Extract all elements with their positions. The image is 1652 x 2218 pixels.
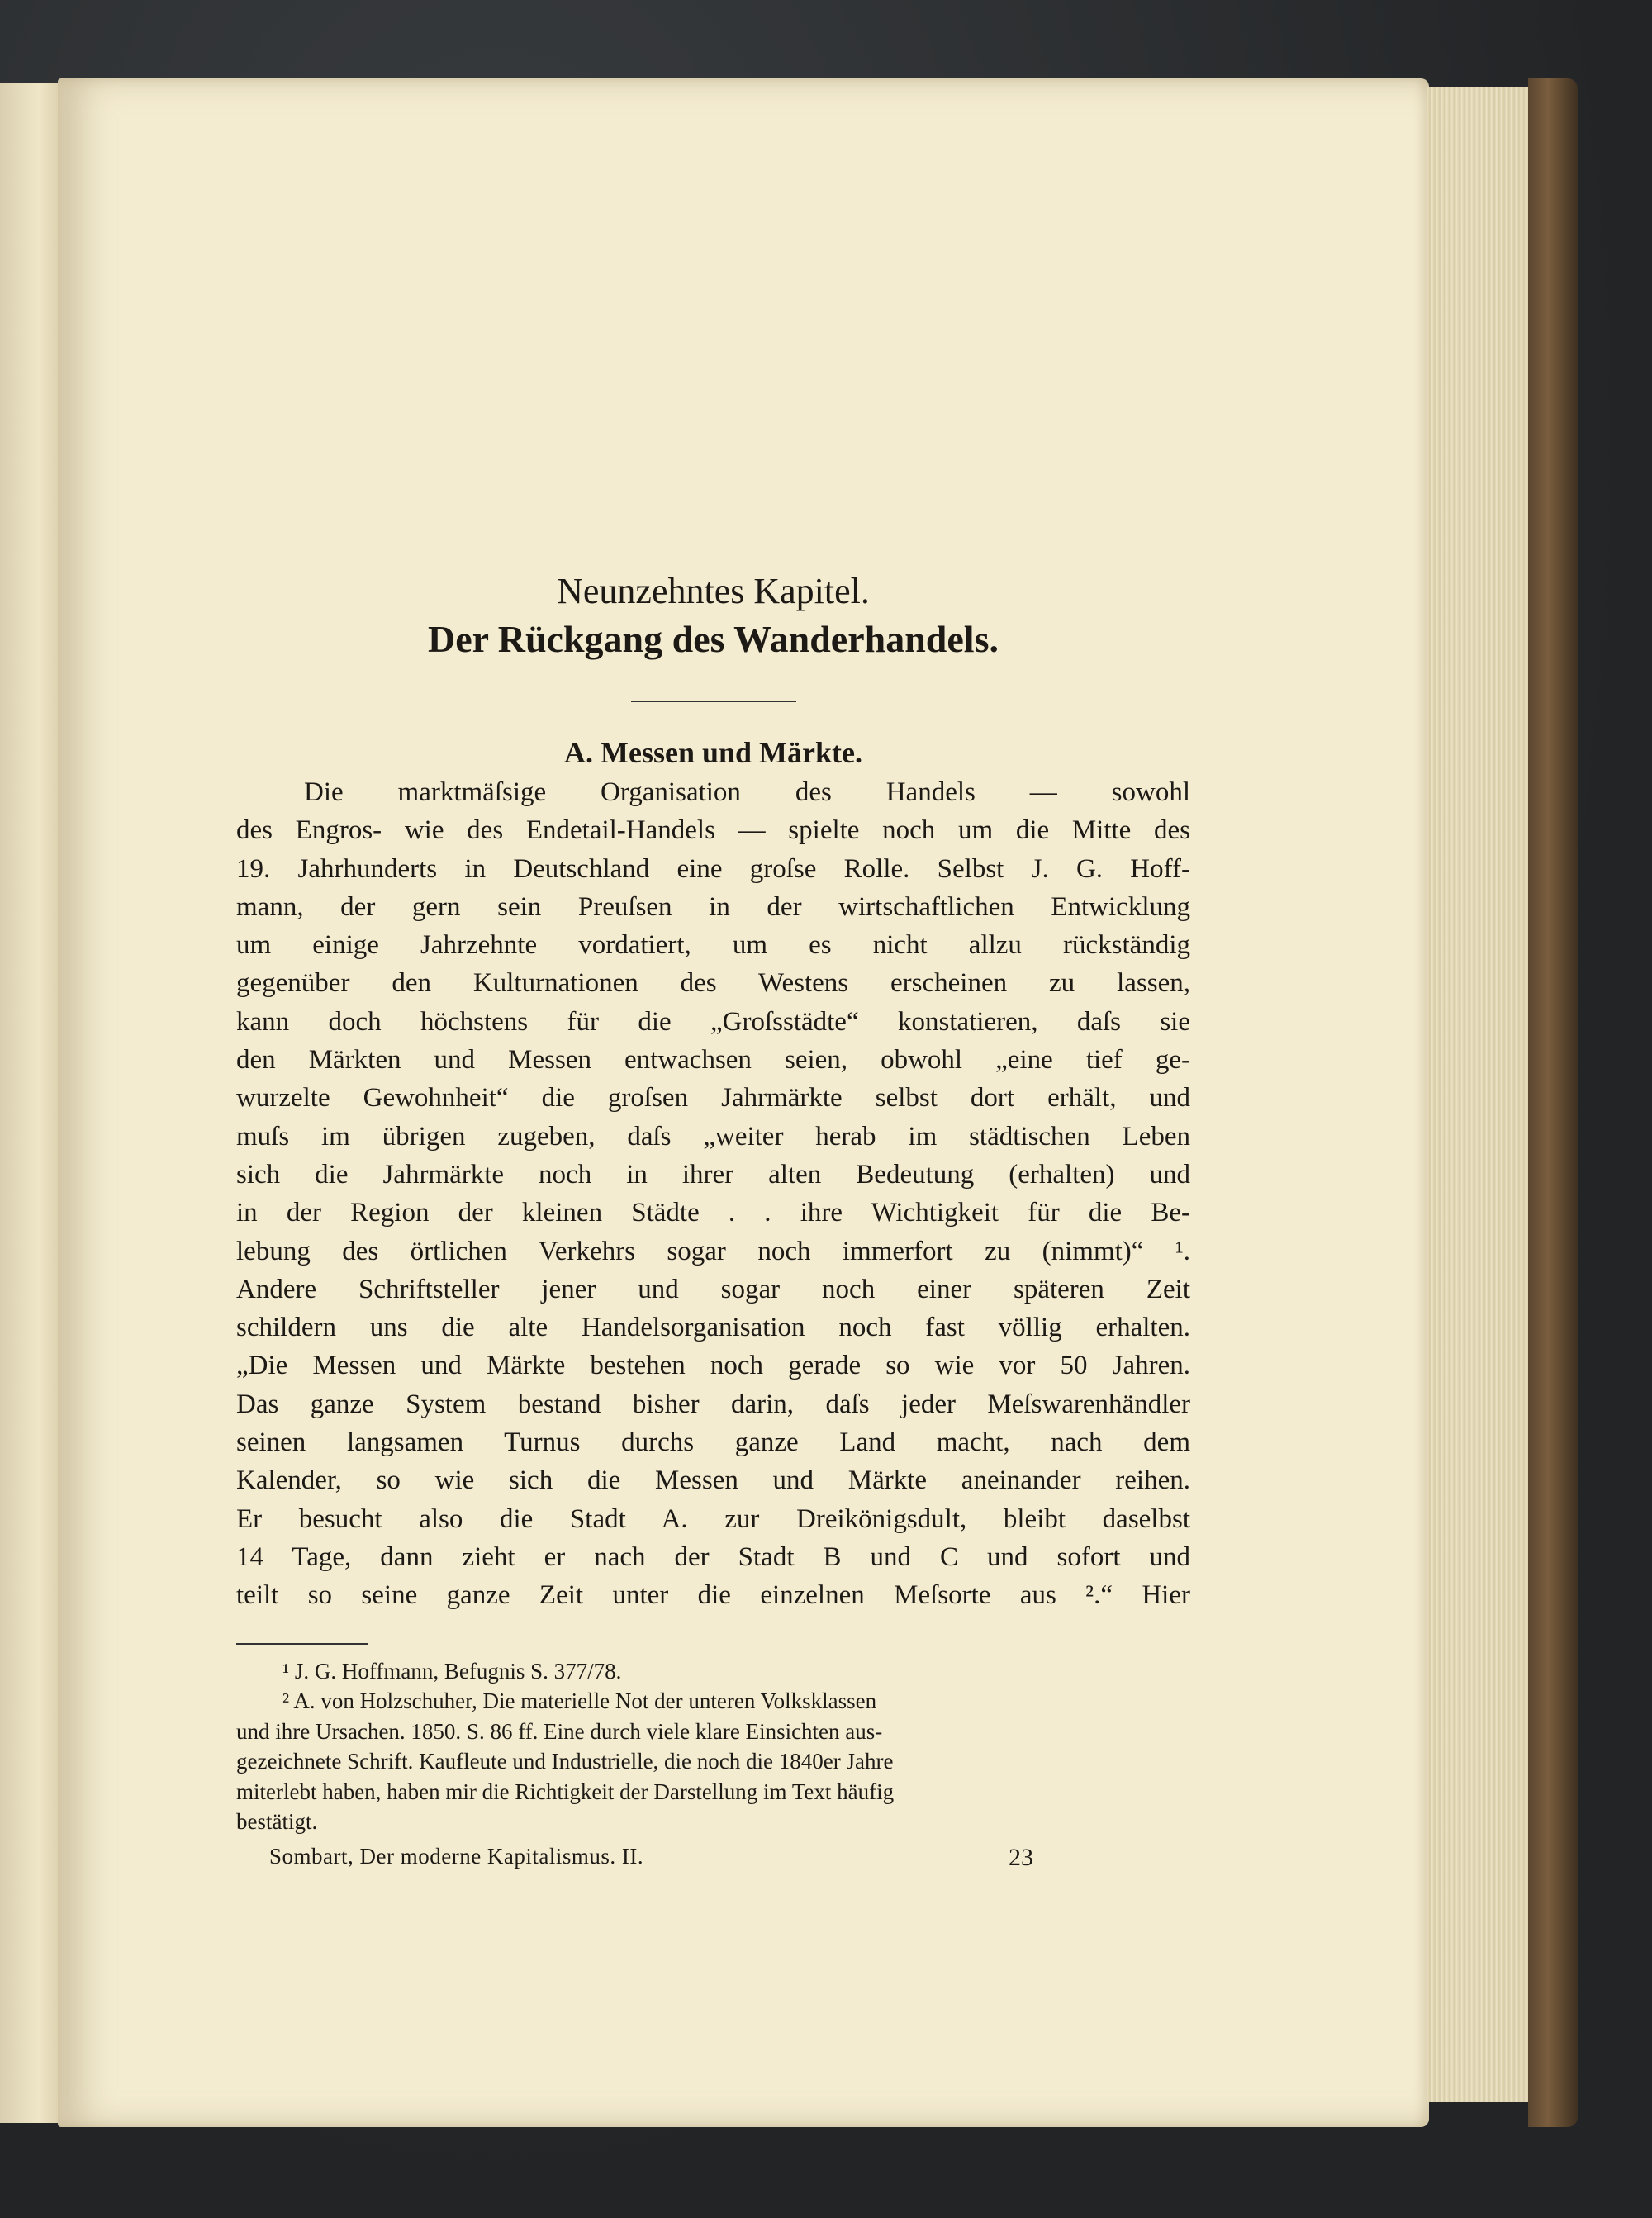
chapter-title: Der Rückgang des Wanderhandels. <box>428 618 999 660</box>
page-block-edges <box>1427 87 1537 2102</box>
body-line: gegenüber den Kulturnationen des Westens erscheinen zu lassen, <box>236 968 1190 999</box>
body-line: 14 Tage, dann zieht er nach der Stadt B und C und sofort und <box>236 1541 1190 1572</box>
page-number: 23 <box>1009 1843 1033 1871</box>
body-line: den Märkten und Messen entwachsen seien, obwohl „eine tief ge- <box>236 1045 1190 1076</box>
body-line: seinen langsamen Turnus durchs ganze Land macht, nach dem <box>236 1427 1190 1458</box>
footnote-line: miterlebt haben, haben mir die Richtigkeit der Darstellung im Text häufig <box>236 1779 895 1804</box>
body-line: des Engros- wie des Endetail-Handels — spielte noch um die Mitte des <box>236 815 1190 846</box>
body-line: „Die Messen und Märkte bestehen noch gerade so wie vor 50 Jahren. <box>236 1351 1190 1381</box>
body-line: wurzelte Gewohnheit“ die groſsen Jahrmärkte selbst dort erhält, und <box>236 1083 1190 1114</box>
footnote-line: und ihre Ursachen. 1850. S. 86 ff. Eine durch viele klare Einsichten aus- <box>236 1718 883 1744</box>
footnotes <box>236 1656 1190 1837</box>
body-line: muſs im übrigen zugeben, daſs „weiter herab im städtischen Leben <box>236 1121 1190 1152</box>
signature-mark: Sombart, Der moderne Kapitalismus. II. <box>269 1843 644 1869</box>
footnote-line: ¹ J. G. Hoffmann, Befugnis S. 377/78. <box>282 1658 622 1684</box>
page-footer <box>236 1844 1190 1877</box>
body-line: schildern uns die alte Handelsorganisation noch fast völlig erhalten. <box>236 1313 1190 1343</box>
body-line: Kalender, so wie sich die Messen und Märkte aneinander reihen. <box>236 1465 1190 1496</box>
chapter-number: Neunzehntes Kapitel. <box>557 571 870 611</box>
footnote-line: ² A. von Holzschuher, Die materielle Not der unteren Volksklassen <box>282 1688 877 1714</box>
body-line: sich die Jahrmärkte noch in ihrer alten Bedeutung (erhalten) und <box>236 1159 1190 1190</box>
body-line: Das ganze System bestand bisher darin, daſs jeder Meſswarenhändler <box>236 1389 1190 1419</box>
body-line: teilt so seine ganze Zeit unter die einzelnen Meſsorte aus ².“ Hier <box>236 1580 1190 1611</box>
body-line: um einige Jahrzehnte vordatiert, um es nicht allzu rückständig <box>236 930 1190 961</box>
footnote-divider <box>236 1643 368 1645</box>
body-line: Die marktmäſsige Organisation des Handels — sowohl <box>304 777 1190 807</box>
body-line: 19. Jahrhunderts in Deutschland eine groſse Rolle. Selbst J. G. Hoff- <box>236 853 1190 884</box>
body-paragraph <box>236 773 1190 1615</box>
title-divider <box>631 701 796 702</box>
book-cover-edge <box>1528 78 1578 2127</box>
facing-page-edge <box>0 83 64 2123</box>
body-line: lebung des örtlichen Verkehrs sogar noch immerfort zu (nimmt)“ ¹. <box>236 1236 1190 1266</box>
footnote-line: bestätigt. <box>236 1809 318 1835</box>
page-text-block <box>236 570 1190 1877</box>
body-line: mann, der gern sein Preuſsen in der wirtschaftlichen Entwicklung <box>236 891 1190 922</box>
body-line: Andere Schriftsteller jener und sogar noch einer späteren Zeit <box>236 1274 1190 1304</box>
body-line: Er besucht also die Stadt A. zur Dreikönigsdult, bleibt daselbst <box>236 1503 1190 1534</box>
body-line: in der Region der kleinen Städte . . ihre Wichtigkeit für die Be- <box>236 1198 1190 1228</box>
section-title: A. Messen und Märkte. <box>564 736 862 769</box>
footnote-line: gezeichnete Schrift. Kaufleute und Industrielle, die noch die 1840er Jahre <box>236 1749 894 1774</box>
body-line: kann doch höchstens für die „Groſsstädte“ konstatieren, daſs sie <box>236 1006 1190 1037</box>
